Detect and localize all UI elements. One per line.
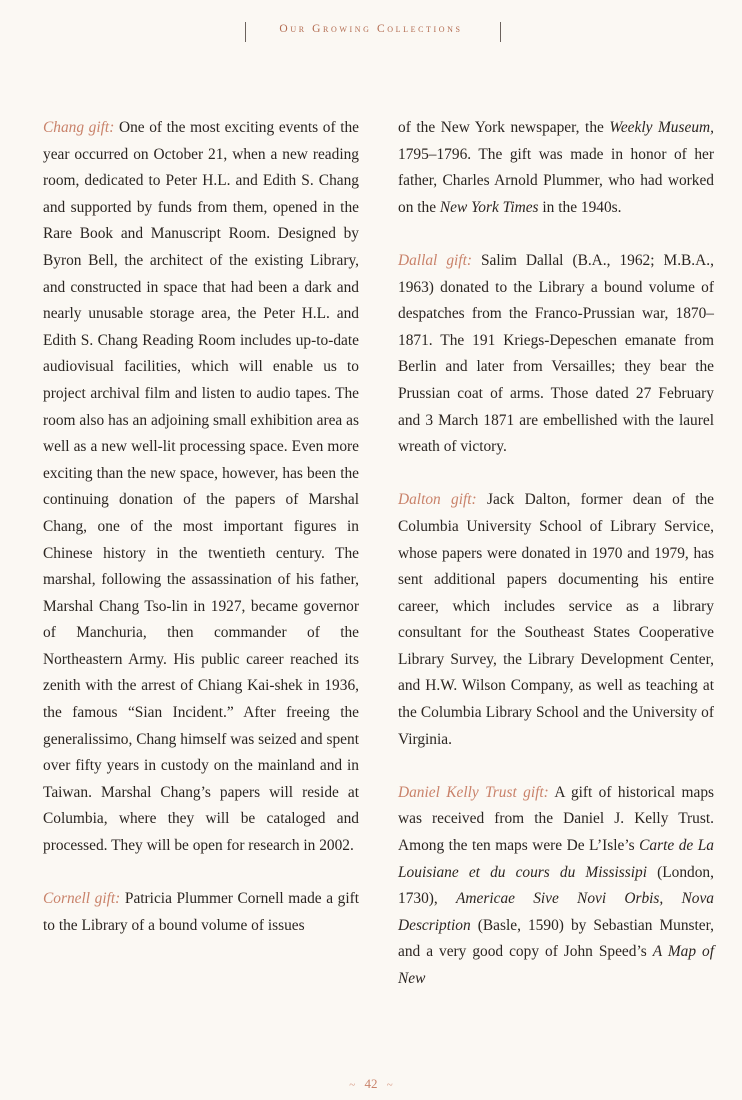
- cornell-gift-continuation: [398, 115, 714, 221]
- dallal-gift-paragraph: [398, 248, 714, 461]
- carte-de-la-louisiane-title: Carte de La Louisiane et du cours du Mississipi: [398, 837, 714, 881]
- cornell-cont-text-3: in the 1940s.: [542, 198, 622, 216]
- dalton-gift-heading: Dalton gift:: [398, 491, 477, 509]
- header-title: Our Growing Collections: [279, 23, 463, 35]
- cornell-gift-text: Patricia Plummer Cornell made a gift to the Library of a bound volume of issues: [43, 890, 360, 934]
- cornell-cont-text-1: of the New York newspaper, the: [398, 119, 604, 136]
- kelly-text-3: (Basle, 1590) by Sebastian Munster, and a very good copy of John Speed’s: [398, 916, 714, 961]
- dalton-gift-paragraph: [398, 487, 714, 753]
- dallal-gift-text: Salim Dallal (B.A., 1962; M.B.A., 1963) donated to the Library a bound volume of despatches from the Franco-Prussian war, 1870–1871. The 191 Kriegs-Depeschen emanate from Berlin and later from Versailles; they bear the Prussian coat of arms. Those dated 27 February and 3 March 1871 are embellished with the laurel wreath of victory.: [398, 251, 714, 456]
- ornament-left-icon: ~: [349, 1079, 356, 1092]
- header-divider-right: [500, 22, 501, 42]
- weekly-museum-title: Weekly Museum,: [609, 119, 714, 136]
- cornell-gift-heading: Cornell gift:: [43, 890, 121, 908]
- page-footer: [0, 1076, 742, 1092]
- cornell-cont-text-2: 1795–1796. The gift was made in honor of her father, Charles Arnold Plummer, who had worked on the: [398, 145, 714, 216]
- map-of-new-title: A Map of New: [398, 943, 714, 987]
- left-column: [43, 115, 359, 966]
- right-column: [398, 115, 714, 1019]
- running-header: [0, 18, 742, 42]
- new-york-times-title: New York Times: [439, 198, 539, 216]
- kelly-trust-gift-paragraph: [398, 780, 714, 993]
- dallal-gift-heading: Dallal gift:: [398, 251, 472, 269]
- chang-gift-paragraph: [43, 115, 359, 860]
- cornell-gift-paragraph: [43, 886, 359, 939]
- chang-gift-text: One of the most exciting events of the year occurred on October 21, when a new reading room, dedicated to Peter H.L. and Edith S. Chang and supported by funds from them, opened in the Rare Book and Manuscript Room. Designed by Byron Bell, the architect of the existing Library, and constructed in space that had been a dark and nearly unusable storage area, the Peter H.L. and Edith S. Chang Reading Room includes up-to-date audiovisual facilities, which will enable us to project archival film and listen to audio tapes. The room also has an adjoining small exhibition area as well as a new well-lit processing space. Even more exciting than the new space, however, has been the continuing donation of the papers of Marshal Chang, one of the most important figures in Chinese history in the twentieth century. The marshal, following the assassination of his father, Marshal Chang Tso-lin in 1927, became governor of Manchuria, then commander of the Northeastern Army. His public career reached its zenith with the arrest of Chiang Kai-shek in 1936, the famous “Sian Incident.” After freeing the generalissimo, Chang himself was seized and spent over fifty years in custody on the mainland and in Taiwan. Marshal Chang’s papers will reside at Columbia, where they will be cataloged and processed. They will be open for research in 2002.: [43, 119, 359, 855]
- kelly-text-1: A gift of historical maps was received from the Daniel J. Kelly Trust. Among the ten maps were De L’Isle’s: [398, 783, 714, 855]
- ornament-right-icon: ~: [386, 1079, 393, 1092]
- kelly-text-2: (London, 1730),: [398, 863, 714, 908]
- americae-sive-novi-orbis-title: Americae Sive Novi Orbis, Nova Description: [398, 890, 714, 934]
- kelly-trust-gift-heading: Daniel Kelly Trust gift:: [398, 783, 549, 801]
- page-number: 42: [364, 1076, 378, 1091]
- chang-gift-heading: Chang gift:: [43, 119, 115, 136]
- dalton-gift-text: Jack Dalton, former dean of the Columbia University School of Library Service, whose papers were donated in 1970 and 1979, has sent additional papers documenting his entire career, which includes service as a library consultant for the Southeast States Cooperative Library Survey, the Library Development Center, and H.W. Wilson Company, as well as teaching at the Columbia Library School and the University of Virginia.: [398, 491, 714, 748]
